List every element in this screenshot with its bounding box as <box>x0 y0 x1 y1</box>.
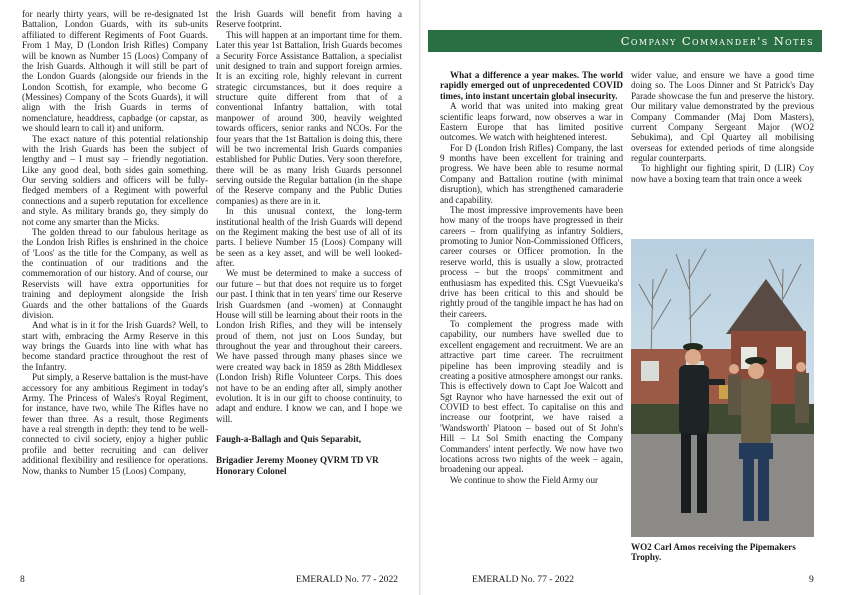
parade-photo-illustration <box>631 239 814 537</box>
paragraph: For D (London Irish Rifles) Company, the last 9 months have been excellent for training and progress. We have been able to resume normal Company and Battalion routine (with minimal disruption), which has strengthened camaraderie and capability. <box>440 142 623 205</box>
paragraph: The most impressive improvements have been how many of the troops have progressed in their careers – from qualifying as infantry Soldiers, promoting to Junior Non-Commissioned Officers, career courses or Officer promotion. In the reserve world, this is usually a slow, protracted process – but the troops' commitment and enthusiasm has expedited this. CSgt Vuevueika's drive has been critical to this and should be rightly proud of the tangible impact he has had on their careers. <box>440 204 623 319</box>
footer-publication: EMERALD No. 77 - 2022 <box>296 574 399 585</box>
paragraph: the Irish Guards will benefit from having a Reserve footprint. <box>216 9 402 30</box>
signature-name: Brigadier Jeremy Mooney QVRM TD VR <box>216 455 379 466</box>
left-page-column-1 <box>22 9 208 476</box>
section-title: Company Commander's Notes <box>620 34 814 48</box>
paragraph: We continue to show the Field Army our <box>450 474 599 485</box>
paragraph: The exact nature of this potential relationship with the Irish Guards has been the subject of lengthy and – I must say – friendly negotiation. Like any good deal, both sides gain something. Our serving soldiers and officers will be fully-fledged members of a Regiment with powerful connections and a superb reputation for excellence and style. As military brands go, they simply do not come any smarter than the Micks. <box>22 133 208 227</box>
paragraph: Put simply, a Reserve battalion is the must-have accessory for any ambitious Regiment in today's Army. The Princess of Wales's Royal Regiment, for instance, have two, while The Rifles have no fewer than three. As a result, those Regiments have a real strength in depth: they tend to be well-connected to civil society, enjoy a higher public profile and better recruiting and can deliver additional flexibility and resilience for operations. Now, thanks to Number 15 (Loos) Company, <box>22 372 208 476</box>
signature-title: Honorary Colonel <box>216 465 287 476</box>
section-banner <box>428 30 822 52</box>
paragraph: for nearly thirty years, will be re-designated 1st Battalion, London Guards, with its sub-units affiliated to different Regiments of Foot Guards. From 1 May, D (London Irish Rifles) Company will be known as Number 15 (Loos) Company of the Irish Guards. Although it will still be part of the London Guards (alongside our friends in the London Scottish, for example, who become G (Messines) Company of the Scots Guards), it will align with the Irish Guards in terms of nomenclature, headdress, capbadge (or capstar, as we should learn to call it) and uniform. <box>22 9 208 134</box>
paragraph: To highlight our fighting spirit, D (LIR) Coy now have a boxing team that train once a week <box>631 163 814 184</box>
paragraph: We must be determined to make a success of our future – but that does not require us to forget our past. I think that in ten years' time our Reserve Irish Guardsmen (and -women) at Connaught House will still be learning about their roots in the London Irish Rifles, and they will be intensely proud of them, not just on Loos Sunday, but throughout the year and throughout their careers. We have passed through many phases since we were created way back in 1859 as 28th Middlesex (London Irish) Rifle Volunteer Corps. This does not have to be an ending after all, simply another evolution. It is in our gift to choose continuity, to adapt and endure. I know we can, and I hope we will. <box>216 268 402 424</box>
paragraph: And what is in it for the Irish Guards? Well, to start with, embracing the Army Reserve in this way brings the Guards into line with what has become standard practice throughout the rest of the Infantry. <box>22 320 208 372</box>
paragraph: To complement the progress made with capability, our numbers have swelled due to excellent engagement and recruitment. We are an attractive part time career. The recruitment pipeline has been improving steadily and is creating a positive atmosphere amongst our ranks. <box>440 319 623 381</box>
right-page-column-1 <box>440 70 623 485</box>
signature-block <box>216 455 402 476</box>
parade-photo <box>631 239 814 537</box>
signoff: Faugh-a-Ballagh and Quis Separabit, <box>216 434 362 445</box>
right-page <box>421 0 842 595</box>
right-page-column-2 <box>631 70 814 184</box>
paragraph: The golden thread to our fabulous heritage as the London Irish Rifles is enshrined in the choice of 'Loos' as the title for the Company, as well as the continuation of our traditions and the commemoration of our history. And of course, our Reservists will have extra opportunities for training and deployment alongside the Irish Guards and the other battalions of the Guards division. <box>22 226 208 320</box>
lead-paragraph: What a difference a year makes. The world rapidly emerged out of unprecedented COVID times, into instant uncertain global insecurity. <box>440 70 623 101</box>
footer-publication: EMERALD No. 77 - 2022 <box>472 574 575 585</box>
paragraph: This is effectively down to Capt Joe Walcott and Sgt Raynor who have harnessed the exit out of COVID to best effect. To capitalise on this and increase our footprint, we have raised a 'Wandsworth' Platoon – based out of St John's Hill – Lt Sol Smith enacting the Company Commanders' intent perfectly. We now have two locations across two nights of the week – again, broadening our appeal. <box>440 381 623 475</box>
photo-caption: WO2 Carl Amos receiving the Pipemakers Trophy. <box>631 542 796 563</box>
left-page-column-2 <box>216 9 402 476</box>
paragraph: In this unusual context, the long-term institutional health of the Irish Guards will depend on the Regiment making the best use of all of its parts. I believe Number 15 (Loos) Company will be seen as a key asset, and will be well looked-after. <box>216 206 402 268</box>
paragraph: This will happen at an important time for them. Later this year 1st Battalion, Irish Guards becomes a Security Force Assistance Battalion, a specialist unit designed to train and support foreign armies. It is an exciting role, highly relevant in current strategic circumstances, but it does require a structure quite different from that of a conventional Infantry battalion, with total manpower of around 300, heavily weighted towards officers, senior ranks and NCOs. For the four years that the 1st Battalion is doing this, there will be two incremental Irish Guards companies established for Public Duties. Very soon therefore, there will be as many Irish Guards personnel serving outside the Regular battalion (in the shape of the Reserve company and the Public Duties companies) as there are in it. <box>216 29 402 206</box>
page-number: 9 <box>809 574 814 585</box>
paragraph: wider value, and ensure we have a good time doing so. The Loos Dinner and St Patrick's Day Parade showcase the fun and preserve the history. Our military value demonstrated by the previous Company Commander (Maj Dom Masters), current Company Sergeant Major (WO2 Sebukima), and Cpl Quartey all mobilising overseas for extended periods of time alongside regular counterparts. <box>631 70 814 163</box>
paragraph: A world that was united into making great scientific leaps forward, now observes a war in Eastern Europe that has limited positive outcomes. We watch with heightened interest. <box>440 101 623 143</box>
page-number: 8 <box>20 574 25 585</box>
